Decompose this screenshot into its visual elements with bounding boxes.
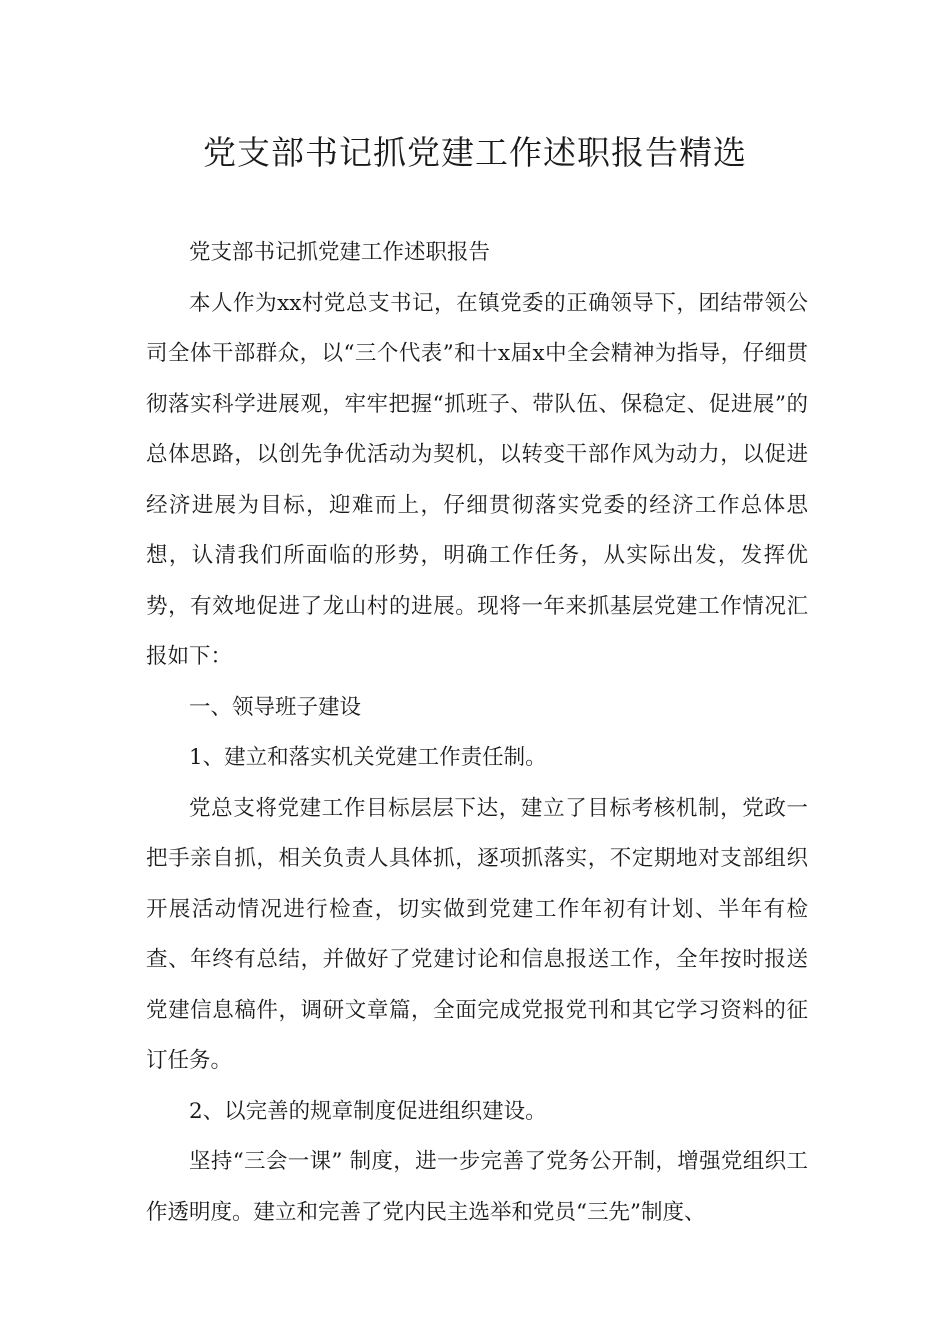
- subtitle-paragraph: 党支部书记抓党建工作述职报告: [189, 240, 491, 265]
- intro-paragraph: 本人作为xx村党总支书记，在镇党委的正确领导下，团结带领公司全体干部群众，以“三个代表”和十x届x中全会精神为指导，仔细贯彻落实科学进展观，牢牢把握“抓班子、带队伍、保稳定、促进展”的总体思路，以创先争优活动为契机，以转变干部作风为动力，以促进经济进展为目标，迎难而上，仔细贯彻落实党委的经济工作总体思想，认清我们所面临的形势，明确工作任务，从实际出发，发挥优势，有效地促进了龙山村的进展。现将一年来抓基层党建工作情况汇报如下：: [146, 290, 808, 669]
- document-title: 党支部书记抓党建工作述职报告精选: [203, 133, 747, 172]
- subsection-heading: 2、以完善的规章制度促进组织建设。: [189, 1098, 547, 1124]
- body-paragraph: 党总支将党建工作目标层层下达，建立了目标考核机制，党政一把手亲自抓，相关负责人具体抓，逐项抓落实，不定期地对支部组织开展活动情况进行检查，切实做到党建工作年初有计划、半年有检查、年终有总结，并做好了党建讨论和信息报送工作，全年按时报送党建信息稿件，调研文章篇，全面完成党报党刊和其它学习资料的征订任务。: [146, 795, 808, 1073]
- section-heading: 一、领导班子建设: [189, 694, 362, 720]
- subsection-heading: 1、建立和落实机关党建工作责任制。: [189, 745, 547, 770]
- document-body: [146, 228, 808, 1238]
- body-paragraph: 坚持“三会一课” 制度，进一步完善了党务公开制，增强党组织工作透明度。建立和完善了党内民主选举和党员“三先”制度、: [146, 1149, 808, 1225]
